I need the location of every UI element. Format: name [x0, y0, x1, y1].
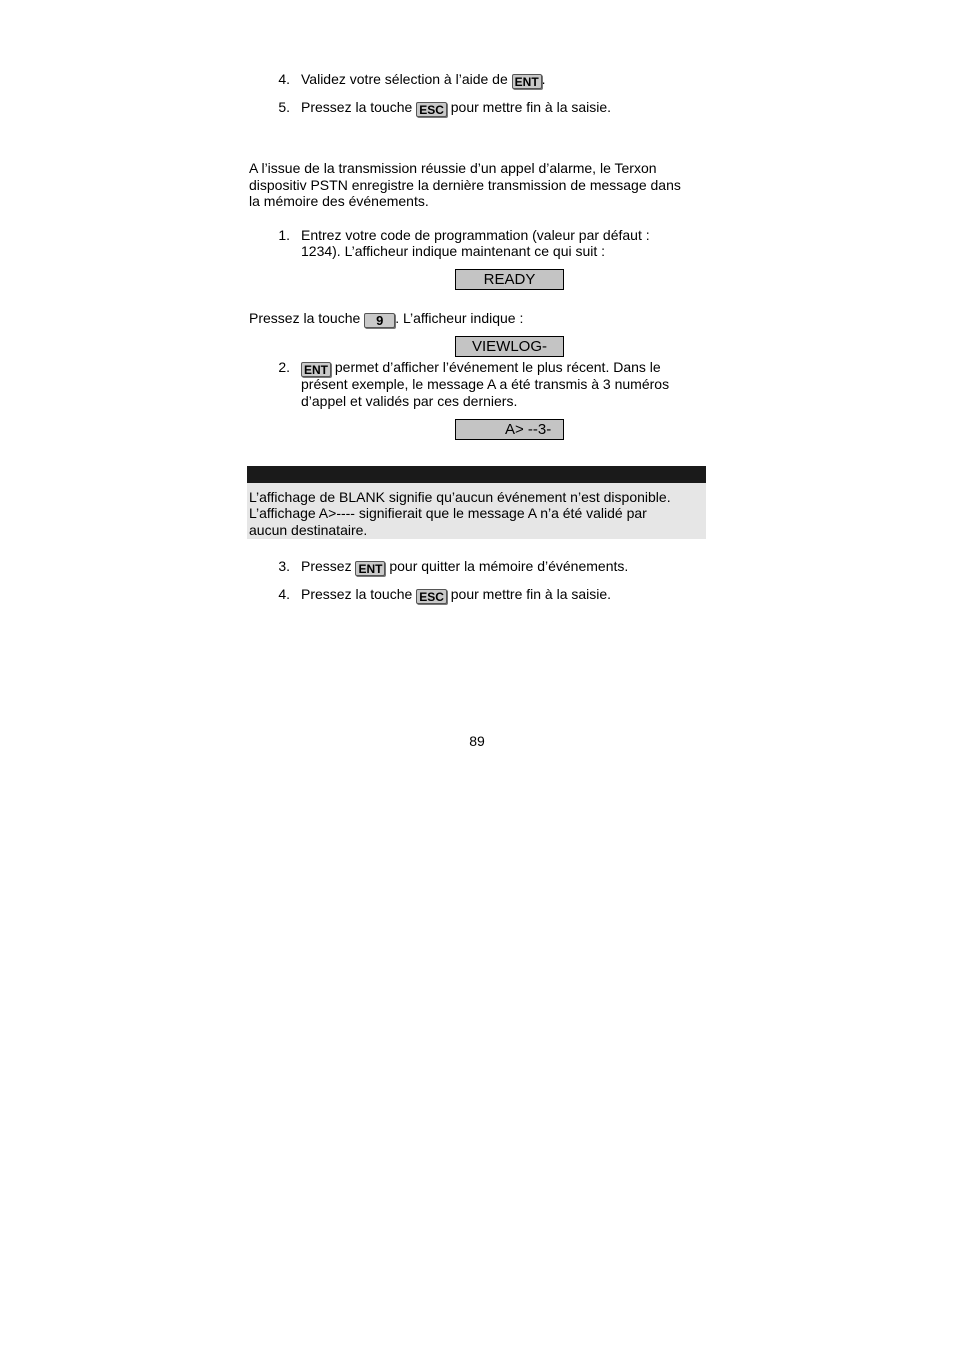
ent-key-icon: ENT [301, 362, 331, 377]
step2-line: présent exemple, le message A a été transmis à 3 numéros [301, 376, 670, 392]
note-line: L’affichage A>---- signifierait que le message A n’a été validé par [249, 505, 647, 521]
step-text-suffix: pour mettre fin à la saisie. [450, 99, 612, 115]
lcd-result-text: A> --3- [505, 421, 552, 438]
step-text-suffix: pour mettre fin à la saisie. [450, 586, 612, 602]
ent-key-icon: ENT [355, 561, 385, 576]
press-text: Pressez la touche [249, 310, 361, 326]
note-line: aucun destinataire. [249, 522, 368, 538]
press-text-suffix: . L’afficheur indique : [395, 310, 524, 326]
step-number: 1. [278, 227, 290, 243]
step1-line: 1234). L’afficheur indique maintenant ce qui suit : [301, 243, 606, 259]
press-key-line [249, 310, 523, 328]
step-validate [301, 71, 546, 89]
step1-line: Entrez votre code de programmation (valeur par défaut : [301, 227, 650, 243]
step-text: Pressez la touche [301, 586, 413, 602]
esc-key-icon: ESC [416, 102, 447, 117]
step2-line [301, 359, 661, 377]
step-number: 2. [278, 359, 290, 375]
step-number: 3. [278, 558, 290, 574]
step-text-suffix: . [541, 71, 546, 87]
step-exit [301, 99, 611, 117]
step-number: 4. [278, 586, 290, 602]
step-text: Validez votre sélection à l’aide de [301, 71, 508, 87]
ent-key-icon: ENT [512, 74, 542, 89]
intro-line: dispositiv PSTN enregistre la dernière transmission de message dans [249, 177, 681, 193]
step-text-suffix: pour quitter la mémoire d’événements. [389, 558, 629, 574]
step-exit [301, 586, 611, 604]
lcd-display-result [455, 419, 564, 440]
step-text: Pressez [301, 558, 352, 574]
step2-line: d’appel et validés par ces derniers. [301, 393, 518, 409]
esc-key-icon: ESC [416, 589, 447, 604]
step-number: 4. [278, 71, 290, 87]
step-number: 5. [278, 99, 290, 115]
digit-9-key-icon: 9 [364, 313, 395, 328]
intro-line: la mémoire des événements. [249, 193, 429, 209]
page-number: 89 [469, 733, 485, 749]
note-line: L’affichage de BLANK signifie qu’aucun événement n’est disponible. [249, 489, 671, 505]
intro-line: A l’issue de la transmission réussie d’un appel d’alarme, le Terxon [249, 160, 657, 176]
step2-text: permet d’afficher l’événement le plus récent. Dans le [334, 359, 661, 375]
step-quit-memory [301, 558, 628, 576]
note-box [247, 483, 706, 539]
step-text: Pressez la touche [301, 99, 413, 115]
lcd-display-viewlog: VIEWLOG- [455, 336, 564, 357]
lcd-display-ready: READY [455, 269, 564, 290]
note-header-bar [247, 466, 706, 483]
